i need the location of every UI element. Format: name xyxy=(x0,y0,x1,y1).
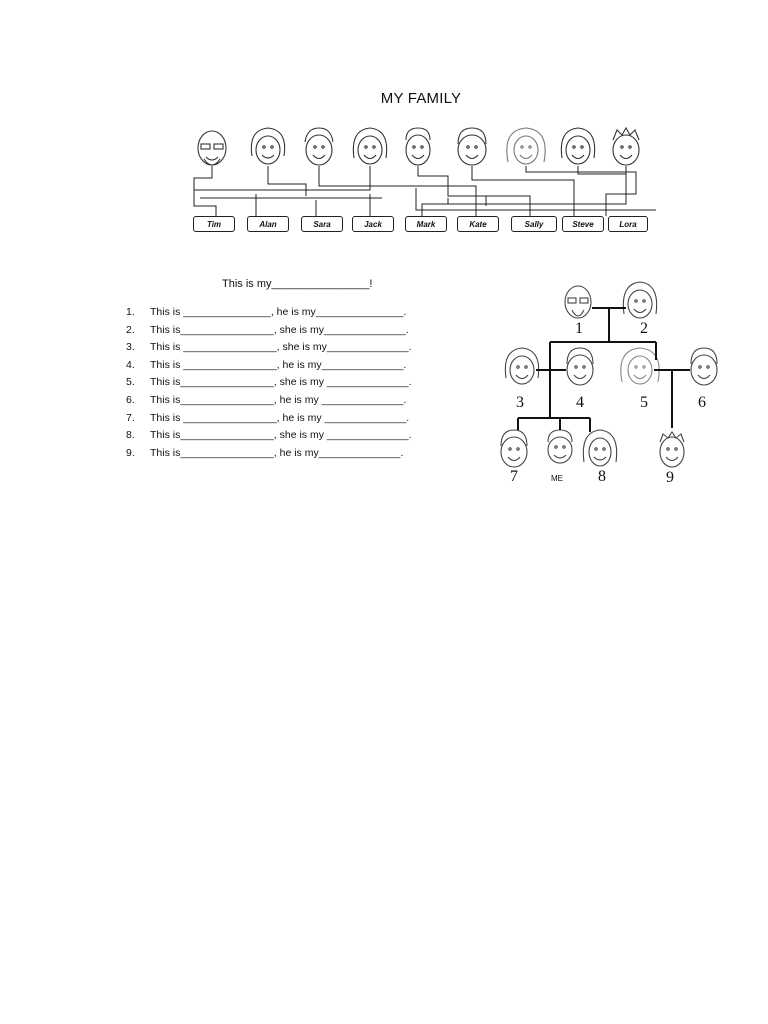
face-icon xyxy=(305,128,333,165)
tree-number-6: 6 xyxy=(698,394,706,411)
item-number: 8. xyxy=(126,429,135,442)
face-icon xyxy=(565,286,591,318)
face-icon xyxy=(561,128,594,164)
sentence-list xyxy=(126,304,412,462)
face-icon xyxy=(251,128,284,164)
item-number: 7. xyxy=(126,411,135,424)
list-item xyxy=(126,322,412,340)
face-icon xyxy=(623,282,656,318)
face-icon xyxy=(613,128,639,165)
item-number: 6. xyxy=(126,393,135,406)
item-text: This is________________, he is my ______________. xyxy=(150,393,407,406)
item-text: This is________________, she is my ______________. xyxy=(150,429,412,442)
item-number: 1. xyxy=(126,306,135,318)
list-item xyxy=(126,304,412,322)
me-label: ME xyxy=(551,474,563,483)
name-box-sara: Sara xyxy=(301,216,343,232)
item-text: This is ________________, he is my______________. xyxy=(150,358,407,371)
face-icon xyxy=(548,430,572,463)
name-box-jack: Jack xyxy=(352,216,394,232)
item-text: This is _______________, he is my_______________. xyxy=(150,306,407,318)
list-item xyxy=(126,374,412,392)
tree-number-3: 3 xyxy=(516,394,524,411)
family-tree-diagram xyxy=(494,280,724,495)
item-text: This is________________, he is my______________. xyxy=(150,446,404,459)
face-icon xyxy=(583,430,616,466)
face-icon xyxy=(660,432,684,467)
face-icon xyxy=(567,348,593,385)
face-icon xyxy=(198,131,226,165)
tree-number-5: 5 xyxy=(640,394,648,411)
item-text: This is________________, she is my______________. xyxy=(150,323,409,336)
tree-number-2: 2 xyxy=(640,320,648,337)
tree-number-1: 1 xyxy=(575,320,583,337)
face-icon xyxy=(406,128,430,165)
name-box-alan: Alan xyxy=(247,216,289,232)
list-item xyxy=(126,339,412,357)
list-item xyxy=(126,392,412,410)
item-text: This is________________, she is my ______________. xyxy=(150,376,412,389)
name-box-sally: Sally xyxy=(511,216,557,232)
item-number: 2. xyxy=(126,323,135,336)
item-text: This is ________________, he is my ______________. xyxy=(150,411,410,424)
face-icon xyxy=(691,348,717,385)
item-number: 5. xyxy=(126,376,135,389)
list-item xyxy=(126,445,412,463)
list-item xyxy=(126,357,412,375)
tree-number-7: 7 xyxy=(510,468,518,485)
item-number: 9. xyxy=(126,446,135,459)
name-box-lora: Lora xyxy=(608,216,648,232)
item-text: This is ________________, she is my______________. xyxy=(150,341,412,354)
name-box-kate: Kate xyxy=(457,216,499,232)
face-icon xyxy=(507,128,545,164)
list-item xyxy=(126,410,412,428)
intro-sentence: This is my________________! xyxy=(222,278,373,290)
tree-number-4: 4 xyxy=(576,394,584,411)
page-title: MY FAMILY xyxy=(380,90,462,107)
face-icon xyxy=(501,430,527,467)
tree-number-9: 9 xyxy=(666,469,674,486)
name-box-mark: Mark xyxy=(405,216,447,232)
list-item xyxy=(126,427,412,445)
item-number: 3. xyxy=(126,341,135,354)
name-box-tim: Tim xyxy=(193,216,235,232)
face-icon xyxy=(505,348,538,384)
face-icon xyxy=(458,128,486,165)
name-box-steve: Steve xyxy=(562,216,604,232)
face-icon xyxy=(353,128,386,164)
tree-number-8: 8 xyxy=(598,468,606,485)
item-number: 4. xyxy=(126,358,135,371)
face-icon xyxy=(621,348,659,384)
